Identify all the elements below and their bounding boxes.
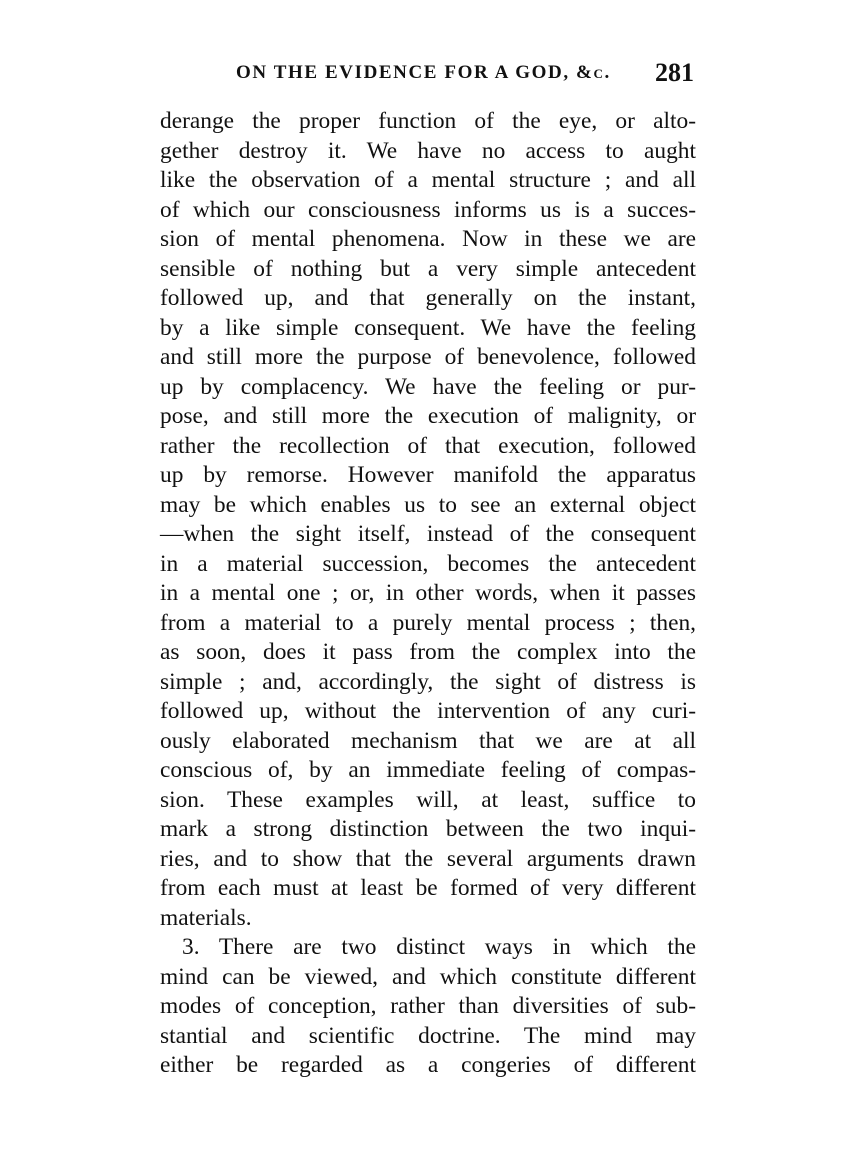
text-line: modes of conception, rather than diversities of sub- [160,993,696,1019]
text-line: stantial and scientific doctrine. The mind may [160,1022,696,1049]
text-line: from each must at least be formed of very different [160,875,696,901]
text-line: in a material succession, becomes the antecedent [160,550,696,577]
text-line: —when the sight itself, instead of the consequent [160,521,696,547]
paragraph-1 [160,107,696,933]
running-head [160,58,696,92]
text-line: up by complacency. We have the feeling or pur- [160,373,696,400]
text-line: by a like simple consequent. We have the feeling [160,314,696,341]
text-line: simple ; and, accordingly, the sight of distress is [160,668,696,695]
paragraph-2 [160,933,696,1081]
text-line: derange the proper function of the eye, or alto- [160,108,696,134]
text-line: materials. [160,904,252,931]
text-line: of which our consciousness informs us is a succes- [160,196,696,223]
text-line: gether destroy it. We have no access to aught [160,137,696,164]
text-line: sion. These examples will, at least, suffice to [160,786,696,813]
text-line: 3. There are two distinct ways in which the [182,934,696,960]
text-line: either be regarded as a congeries of different [160,1052,696,1078]
text-line: ously elaborated mechanism that we are at all [160,727,696,754]
text-line: like the observation of a mental structure ; and all [160,167,696,193]
text-line: sion of mental phenomena. Now in these we are [160,226,696,252]
text-line: pose, and still more the execution of malignity, or [160,403,696,429]
text-line: in a mental one ; or, in other words, when it passes [160,580,696,606]
text-line: from a material to a purely mental process ; then, [160,609,696,636]
text-line: mark a strong distinction between the two inqui- [160,816,696,842]
text-line: sensible of nothing but a very simple antecedent [160,255,696,282]
text-line: rather the recollection of that execution, followed [160,432,696,459]
text-line: followed up, and that generally on the instant, [160,285,696,311]
body-text [160,107,696,1081]
text-line: followed up, without the intervention of any curi- [160,698,696,724]
text-line: up by remorse. However manifold the apparatus [160,462,696,488]
text-line: may be which enables us to see an external object [160,491,696,518]
page-number: 281 [655,58,694,87]
text-line: ries, and to show that the several arguments drawn [160,845,696,872]
text-line: conscious of, by an immediate feeling of compas- [160,757,696,783]
text-line: and still more the purpose of benevolence, followed [160,344,696,370]
text-line: mind can be viewed, and which constitute different [160,963,696,990]
running-title: ON THE EVIDENCE FOR A GOD, &c. [236,62,611,83]
text-line: as soon, does it pass from the complex into the [160,639,696,665]
